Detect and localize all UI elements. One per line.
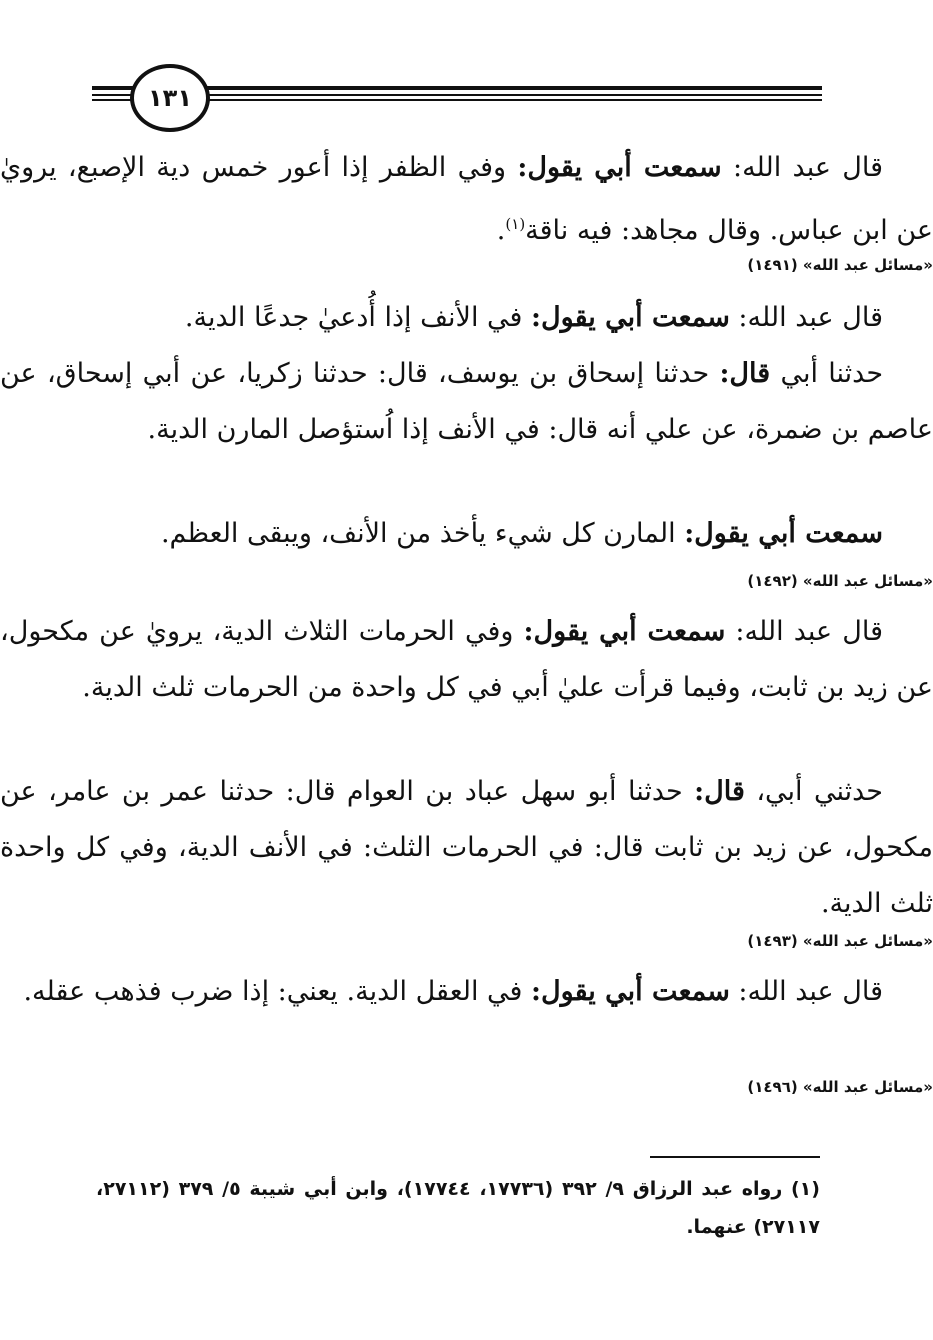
footnote-text: رواه عبد الرزاق ٩/ ٣٩٢ (١٧٧٣٦، ١٧٧٤٤)، وابن أبي شيبة ٥/ ٣٧٩ (٢٧١١٢، ٢٧١١٧) عنهما. — [96, 1178, 820, 1238]
paragraph-bold-lead: سمعت أبي يقول: — [523, 616, 726, 647]
paragraph — [0, 604, 933, 716]
source-reference: «مسائل عبد الله» (١٤٩١) — [747, 256, 933, 274]
page-number: ١٣١ — [148, 84, 192, 112]
page-number-medallion — [130, 64, 210, 132]
paragraph-text: حدثنا إسحاق بن يوسف، قال: حدثنا زكريا، عن أبي إسحاق، عن عاصم بن ضمرة، عن علي أنه قال: في الأنف إذا اُستؤصل المارن الدية. — [0, 358, 933, 445]
paragraph-bold-lead: قال: — [719, 358, 771, 389]
paragraph-speaker: قال عبد الله: — [721, 152, 884, 183]
source-reference: «مسائل عبد الله» (١٤٩٣) — [747, 932, 933, 950]
paragraph — [0, 140, 933, 259]
paragraph-speaker: قال عبد الله: — [729, 302, 883, 333]
paragraph-text: في الأنف إذا أُدعيٰ جدعًا الدية. — [184, 302, 532, 333]
paragraph-text: وفي الحرمات الثلاث الدية، يرويٰ عن مكحول، عن زيد بن ثابت، وفيما قرأت عليٰ أبي في كل واحدة من الحرمات ثلث الدية. — [0, 616, 933, 703]
paragraph-text: المارن كل شيء يأخذ من الأنف، ويبقى العظم. — [160, 518, 685, 549]
paragraph-bold-lead: سمعت أبي يقول: — [531, 976, 730, 1007]
paragraph — [0, 964, 933, 1020]
paragraph-bold-lead: قال: — [694, 776, 745, 807]
paragraph-speaker: قال عبد الله: — [729, 976, 883, 1007]
paragraph-text: حدثنا أبو سهل عباد بن العوام قال: حدثنا عمر بن عامر، عن مكحول، عن زيد بن ثابت قال: في الحرمات الثلث: في الأنف الدية، وفي كل واحدة ثلث الدية. — [0, 776, 933, 919]
paragraph-text: في العقل الدية. يعني: إذا ضرب فذهب عقله. — [23, 976, 532, 1007]
paragraph — [0, 764, 933, 932]
page-header — [92, 64, 822, 128]
paragraph-speaker: قال عبد الله: — [725, 616, 883, 647]
footnote-separator — [650, 1156, 820, 1158]
paragraph-speaker: حدثني أبي، — [744, 776, 884, 807]
source-reference: «مسائل عبد الله» (١٤٩٢) — [747, 572, 933, 590]
paragraph-text: وفي الظفر إذا أعور خمس دية الإصبع، يرويٰ عن ابن عباس. وقال مجاهد: فيه ناقة — [0, 152, 933, 246]
footnote-marker: (١) — [505, 215, 526, 233]
paragraph-bold-lead: سمعت أبي يقول: — [517, 152, 722, 183]
paragraph — [0, 346, 933, 458]
paragraph — [0, 290, 933, 346]
paragraph-bold-lead: سمعت أبي يقول: — [684, 518, 883, 549]
footnote-number: (١) — [790, 1178, 820, 1200]
paragraph-tail: . — [496, 215, 506, 246]
paragraph-bold-lead: سمعت أبي يقول: — [531, 302, 730, 333]
source-reference: «مسائل عبد الله» (١٤٩٦) — [747, 1078, 933, 1096]
paragraph — [0, 506, 933, 562]
footnote — [96, 1170, 820, 1246]
paragraph-speaker: حدثنا أبي — [770, 358, 884, 389]
